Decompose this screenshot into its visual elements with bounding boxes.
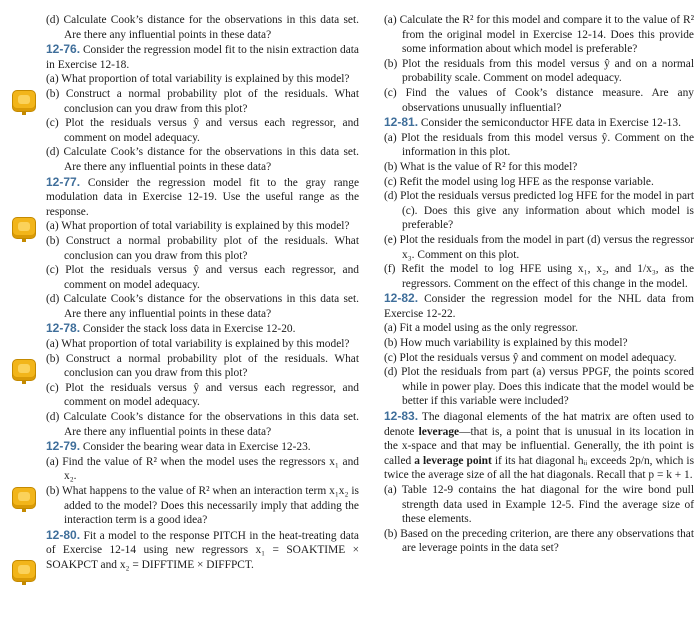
exercise-12-82 [384, 291, 694, 321]
computer-icon [12, 90, 36, 112]
exercise-number: 12-76. [46, 42, 81, 57]
part-c: (c) Plot the residuals versus ŷ and versus each regressor, and comment on model adequacy. [46, 117, 359, 144]
computer-icon [12, 217, 36, 239]
exercise-12-77 [46, 175, 359, 220]
exercise-text: Consider the regression model fit to the nisin extraction data in Exercise 12-18. [46, 44, 359, 71]
part-e: (e) Plot the residuals from the model in part (d) versus the regressor x₃. Comment on this plot. [384, 233, 694, 261]
part-f: (f) Refit the model to log HFE using x₁, x₂, and 1/x₃, as the regressors. Comment on the effect of this change in the model. [384, 263, 694, 290]
part-b: (b) How much variability is explained by this model? [384, 337, 628, 350]
part-d: (d) Calculate Cook’s distance for the observations in this data set. Are there any influential points in these data? [46, 146, 359, 173]
part-b: (b) Based on the preceding criterion, are there any observations that are leverage points in the data set? [384, 527, 694, 555]
part-d: (d) Plot the residuals versus predicted log HFE for the model in part (c). Does this give any information about which model is preferable? [384, 190, 695, 232]
exercise-text: —that is, a point that is unusual in its location in the x-space and that may be influential. Generally, the ith point is called [384, 425, 694, 467]
part-c: (c) Plot the residuals versus ŷ and versus each regressor, and comment on model adequacy. [46, 381, 359, 409]
exercise-12-83 [384, 409, 694, 483]
part-d: (d) Calculate Cook’s distance for the observations in this data set. Are there any influential points in these data? [46, 293, 359, 320]
part-a: (a) Table 12-9 contains the hat diagonal for the wire bond pull strength data used in Example 12-5. Find the average size of these elements. [384, 484, 694, 526]
part-d: (d) Plot the residuals from part (a) versus PPGF, the points scored while in power play. Does this indicate that the model would be better if this variable were included? [384, 366, 694, 408]
exercise-text: if its hat diagonal hᵢᵢ exceeds 2p/n, which is twice the average size of all the hat diagonals. Recall that p = k + 1. [384, 454, 694, 482]
part-a: (a) What proportion of total variability is explained by this model? [46, 338, 350, 351]
exercise-number: 12-77. [46, 174, 81, 189]
exercise-number: 12-82. [384, 291, 419, 306]
exercise-number: 12-83. [384, 409, 419, 424]
exercise-number: 12-81. [384, 115, 419, 130]
exercise-number: 12-80. [46, 527, 81, 542]
part-a: (a) Find the value of R² when the model uses the regressors x₁ and x₂. [46, 455, 359, 483]
part-b: (b) Construct a normal probability plot of the residuals. What conclusion can you draw from this plot? [46, 87, 359, 115]
part-a: (a) What proportion of total variability is explained by this model? [46, 73, 350, 86]
part-b: (b) Construct a normal probability plot of the residuals. What conclusion can you draw from this plot? [46, 352, 359, 380]
part-a: (a) Plot the residuals from this model versus ŷ. Comment on the information in this plot. [384, 131, 694, 159]
part-b: (b) Construct a normal probability plot of the residuals. What conclusion can you draw from this plot? [46, 234, 359, 262]
term-leverage-point: a leverage point [414, 454, 492, 467]
part-b: (b) What happens to the value of R² when an interaction term x₁x₂ is added to the model? Does this necessarily imply that adding the interaction term is a good idea? [46, 485, 359, 527]
exercise-text: Consider the bearing wear data in Exercise 12-23. [82, 441, 311, 454]
part-a: (a) Fit a model using as the only regressor. [384, 322, 578, 335]
computer-icon [12, 487, 36, 509]
exercise-text: Consider the stack loss data in Exercise 12-20. [82, 323, 296, 336]
left-column [46, 13, 359, 573]
exercise-12-79 [46, 439, 359, 455]
part-c: (c) Refit the model using log HFE as the response variable. [384, 175, 654, 188]
exercise-text: Consider the semiconductor HFE data in Exercise 12-13. [420, 117, 681, 130]
part-d: (d) Calculate Cook’s distance for the observations in this data set. Are there any influential points in these data? [46, 14, 359, 41]
part-c: (c) Plot the residuals versus ŷ and comment on model adequacy. [384, 351, 677, 364]
part-a: (a) Calculate the R² for this model and compare it to the value of R² from the original model in Exercise 12-14. Does this provide some information about which model is preferable? [384, 14, 694, 56]
part-a: (a) What proportion of total variability is explained by this model? [46, 220, 350, 233]
exercise-12-80 [46, 528, 359, 573]
computer-icon [12, 560, 36, 582]
exercise-number: 12-78. [46, 321, 81, 336]
exercise-text: Fit a model to the response PITCH in the heat-treating data of Exercise 12-14 using new regressors x₁ = SOAKTIME × SOAKPCT and x₂ = DIFFTIME × DIFFPCT. [46, 529, 359, 571]
part-c: (c) Plot the residuals versus ŷ and versus each regressor, and comment on model adequacy. [46, 264, 359, 291]
right-column [384, 13, 694, 556]
exercise-12-81 [384, 115, 694, 131]
part-c: (c) Find the values of Cook’s distance measure. Are any observations unusually influential? [384, 86, 694, 114]
exercise-text: Consider the regression model fit to the gray range modulation data in Exercise 12-19. Use the useful range as the response. [46, 176, 359, 218]
term-leverage: leverage [418, 425, 460, 438]
exercise-12-78 [46, 321, 359, 337]
exercise-number: 12-79. [46, 439, 81, 454]
part-b: (b) What is the value of R² for this model? [384, 160, 578, 173]
exercise-12-76 [46, 42, 359, 72]
computer-icon [12, 359, 36, 381]
part-d: (d) Calculate Cook’s distance for the observations in this data set. Are there any influential points in these data? [46, 411, 359, 438]
part-b: (b) Plot the residuals from this model versus ŷ and on a normal probability scale. Comment on model adequacy. [384, 57, 694, 85]
exercise-text: Consider the regression model for the NHL data from Exercise 12-22. [384, 293, 694, 320]
exercise-text: The diagonal elements of the hat matrix are often used to denote [384, 411, 694, 438]
